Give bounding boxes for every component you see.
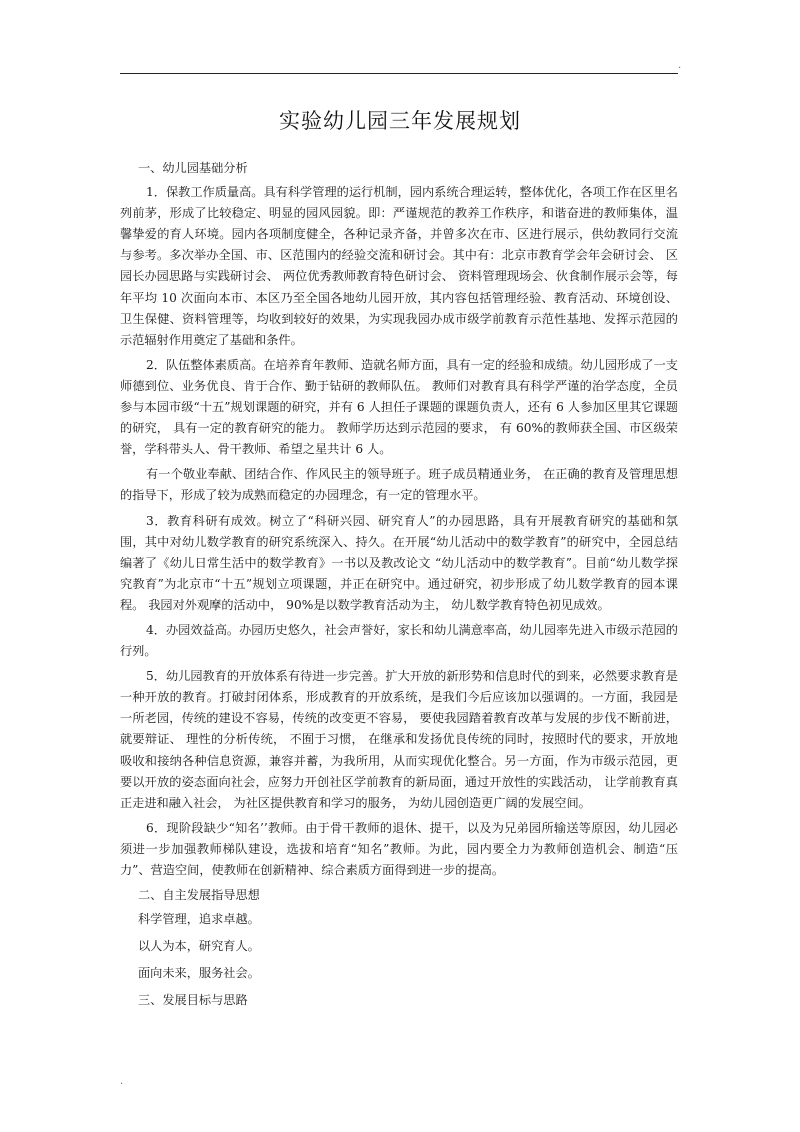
paragraph-leadership: 有一个敬业奉献、团结合作、作风民主的领导班子。班子成员精通业务， 在正确的教育及管理思想的指导下，形成了较为成熟而稳定的办园理念，有一定的管理水平。 [120,467,678,503]
guiding-line: 以人为本，研究育人。 [138,939,260,954]
guiding-line: 科学管理，追求卓越。 [138,912,260,927]
paragraph-staff: 2．队伍整体素质高。在培养育年教师、造就名师方面，具有一定的经验和成绩。幼儿园形成了一支师德到位、业务优良、肯于合作、勤于钻研的教师队伍。 教师们对教育具有科学严谨的治学态度，全员参与本园市级“十五”规划课题的研究，并有 6 人担任子课题的课题负责人，还有 6 人参加区里其它课题的研究， 具有一定的教育研究的能力。 教师学历达到示范园的要求， 有 60%的教师获全国、市区级荣誉，学科带头人、骨干教师、希望之星共计 6 人。 [120,357,678,457]
guiding-line: 面向未来，服务社会。 [138,966,260,981]
document-body [120,158,678,1015]
footer-mark: . [120,1076,124,1087]
paragraph-research: 3．教育科研有成效。树立了“科研兴园、研究育人”的办园思路，具有开展教育研究的基础和氛围，其中对幼儿数学教育的研究系统深入、持久。在开展“幼儿活动中的数学教育”的研究中，全园总结编著了《幼儿日常生活中的数学教育》一书以及教改论文 “幼儿活动中的数学教育”。目前“幼儿数学探究教育”为北京市“十五”规划立项课题，并正在研究中。通过研究，初步形成了幼儿数学教育的园本课程。 我园对外观摩的活动中， 90%是以数学教育活动为主， 幼儿数学教育特色初见成效。 [120,513,678,612]
section-heading-goals: 三、发展目标与思路 [138,993,248,1008]
section-heading-analysis: 一、幼儿园基础分析 [138,161,248,175]
header-mark: . [678,60,682,71]
paragraph-renowned-teachers: 6．现阶段缺少“知名’’教师。由于骨干教师的退休、提干，以及为兄弟园所输送等原因，幼儿园必须进一步加强教师梯队建设，选拔和培育“知名”教师。为此，园内要全力为教师创造机会、制造“压力”、营造空间，使教师在创新精神、综合素质方面得到进一步的提高。 [120,820,678,877]
paragraph-quality: 1．保教工作质量高。具有科学管理的运行机制，园内系统合理运转，整体优化，各项工作在区里名列前茅，形成了比较稳定、明显的园风园貌。即：严谨规范的教养工作秩序，和谐奋进的教师集体，温馨挚爱的育人环境。园内各项制度健全，各种记录齐备，并曾多次在市、区进行展示，供幼教同行交流与参考。多次举办全国、市、区范围内的经验交流和研讨会。其中有：北京市教育学会年会研讨会、 区园长办园思路与实践研讨会、 两位优秀教师教育特色研讨会、 资料管理现场会、伙食制作展示会等，每年平均 10 次面向本市、本区乃至全国各地幼儿园开放，其内容包括管理经验、教育活动、环境创设、卫生保健、资料管理等，均收到较好的效果，为实现我园办成市级学前教育示范性基地、发挥示范园的示范辐射作用奠定了基础和条件。 [120,185,678,347]
section-heading-guiding-thought: 二、自主发展指导思想 [138,888,260,903]
paragraph-benefit: 4．办园效益高。办园历史悠久，社会声誉好，家长和幼儿满意率高，幼儿园率先进入市级示范园的行列。 [120,622,678,659]
header-rule [120,73,678,74]
document-title: 实验幼儿园三年发展规划 [279,109,521,133]
paragraph-openness: 5．幼儿园教育的开放体系有待进一步完善。扩大开放的新形势和信息时代的到来，必然要求教育是一种开放的教育。打破封闭体系，形成教育的开放系统，是我们今后应该加以强调的。一方面，我园是一所老园，传统的建设不容易，传统的改变更不容易， 要使我园踏着教育改革与发展的步伐不断前进， 就要辩证、 理性的分析传统， 不囿于习惯， 在继承和发扬优良传统的同时，按照时代的要求，开放地吸收和接纳各种信息资源，兼容并蓄，为我所用，从而实现优化整合。另一方面，作为市级示范园，更要以开放的姿态面向社会，应努力开创社区学前教育的新局面，通过开放性的实践活动， 让学前教育真正走进和融入社会， 为社区提供教育和学习的服务， 为幼儿园创造更广阔的发展空间。 [120,669,678,810]
